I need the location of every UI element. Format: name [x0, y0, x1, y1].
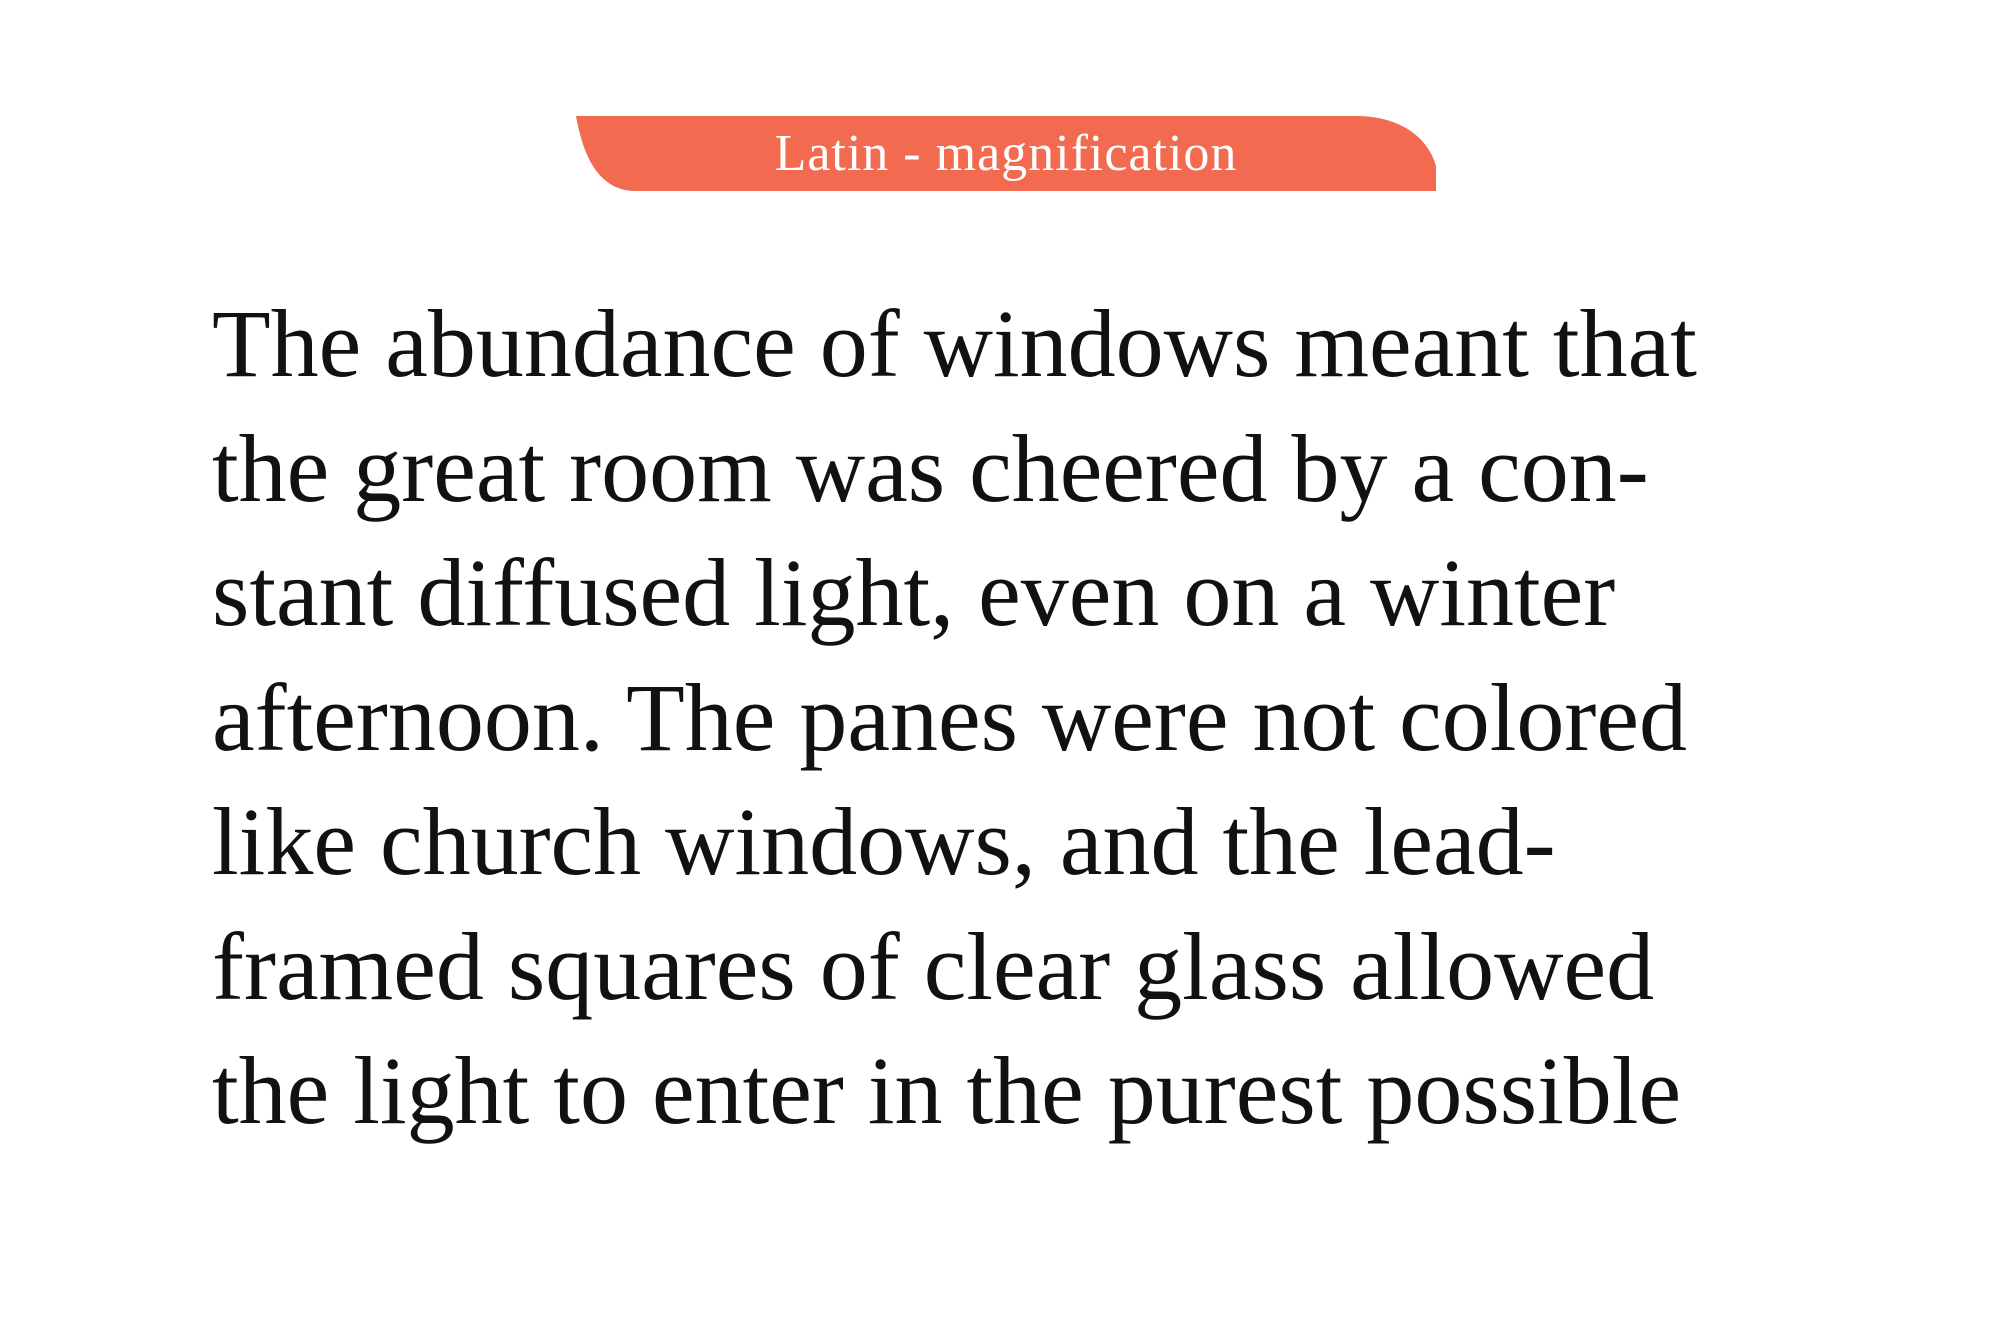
text-line: The abundance of windows meant that	[212, 290, 1697, 397]
text-line: framed squares of clear glass allowed	[212, 912, 1655, 1020]
text-line: afternoon. The panes were not colored	[212, 663, 1687, 771]
text-line: the light to enter in the purest possible	[212, 1037, 1682, 1144]
header-tab-label: Latin - magnification	[774, 125, 1238, 182]
sample-paragraph	[212, 282, 1912, 1154]
text-line: the great room was cheered by a con-	[212, 414, 1649, 522]
text-line: stant diffused light, even on a winter	[212, 539, 1616, 646]
text-line: like church windows, and the lead-	[212, 788, 1556, 895]
